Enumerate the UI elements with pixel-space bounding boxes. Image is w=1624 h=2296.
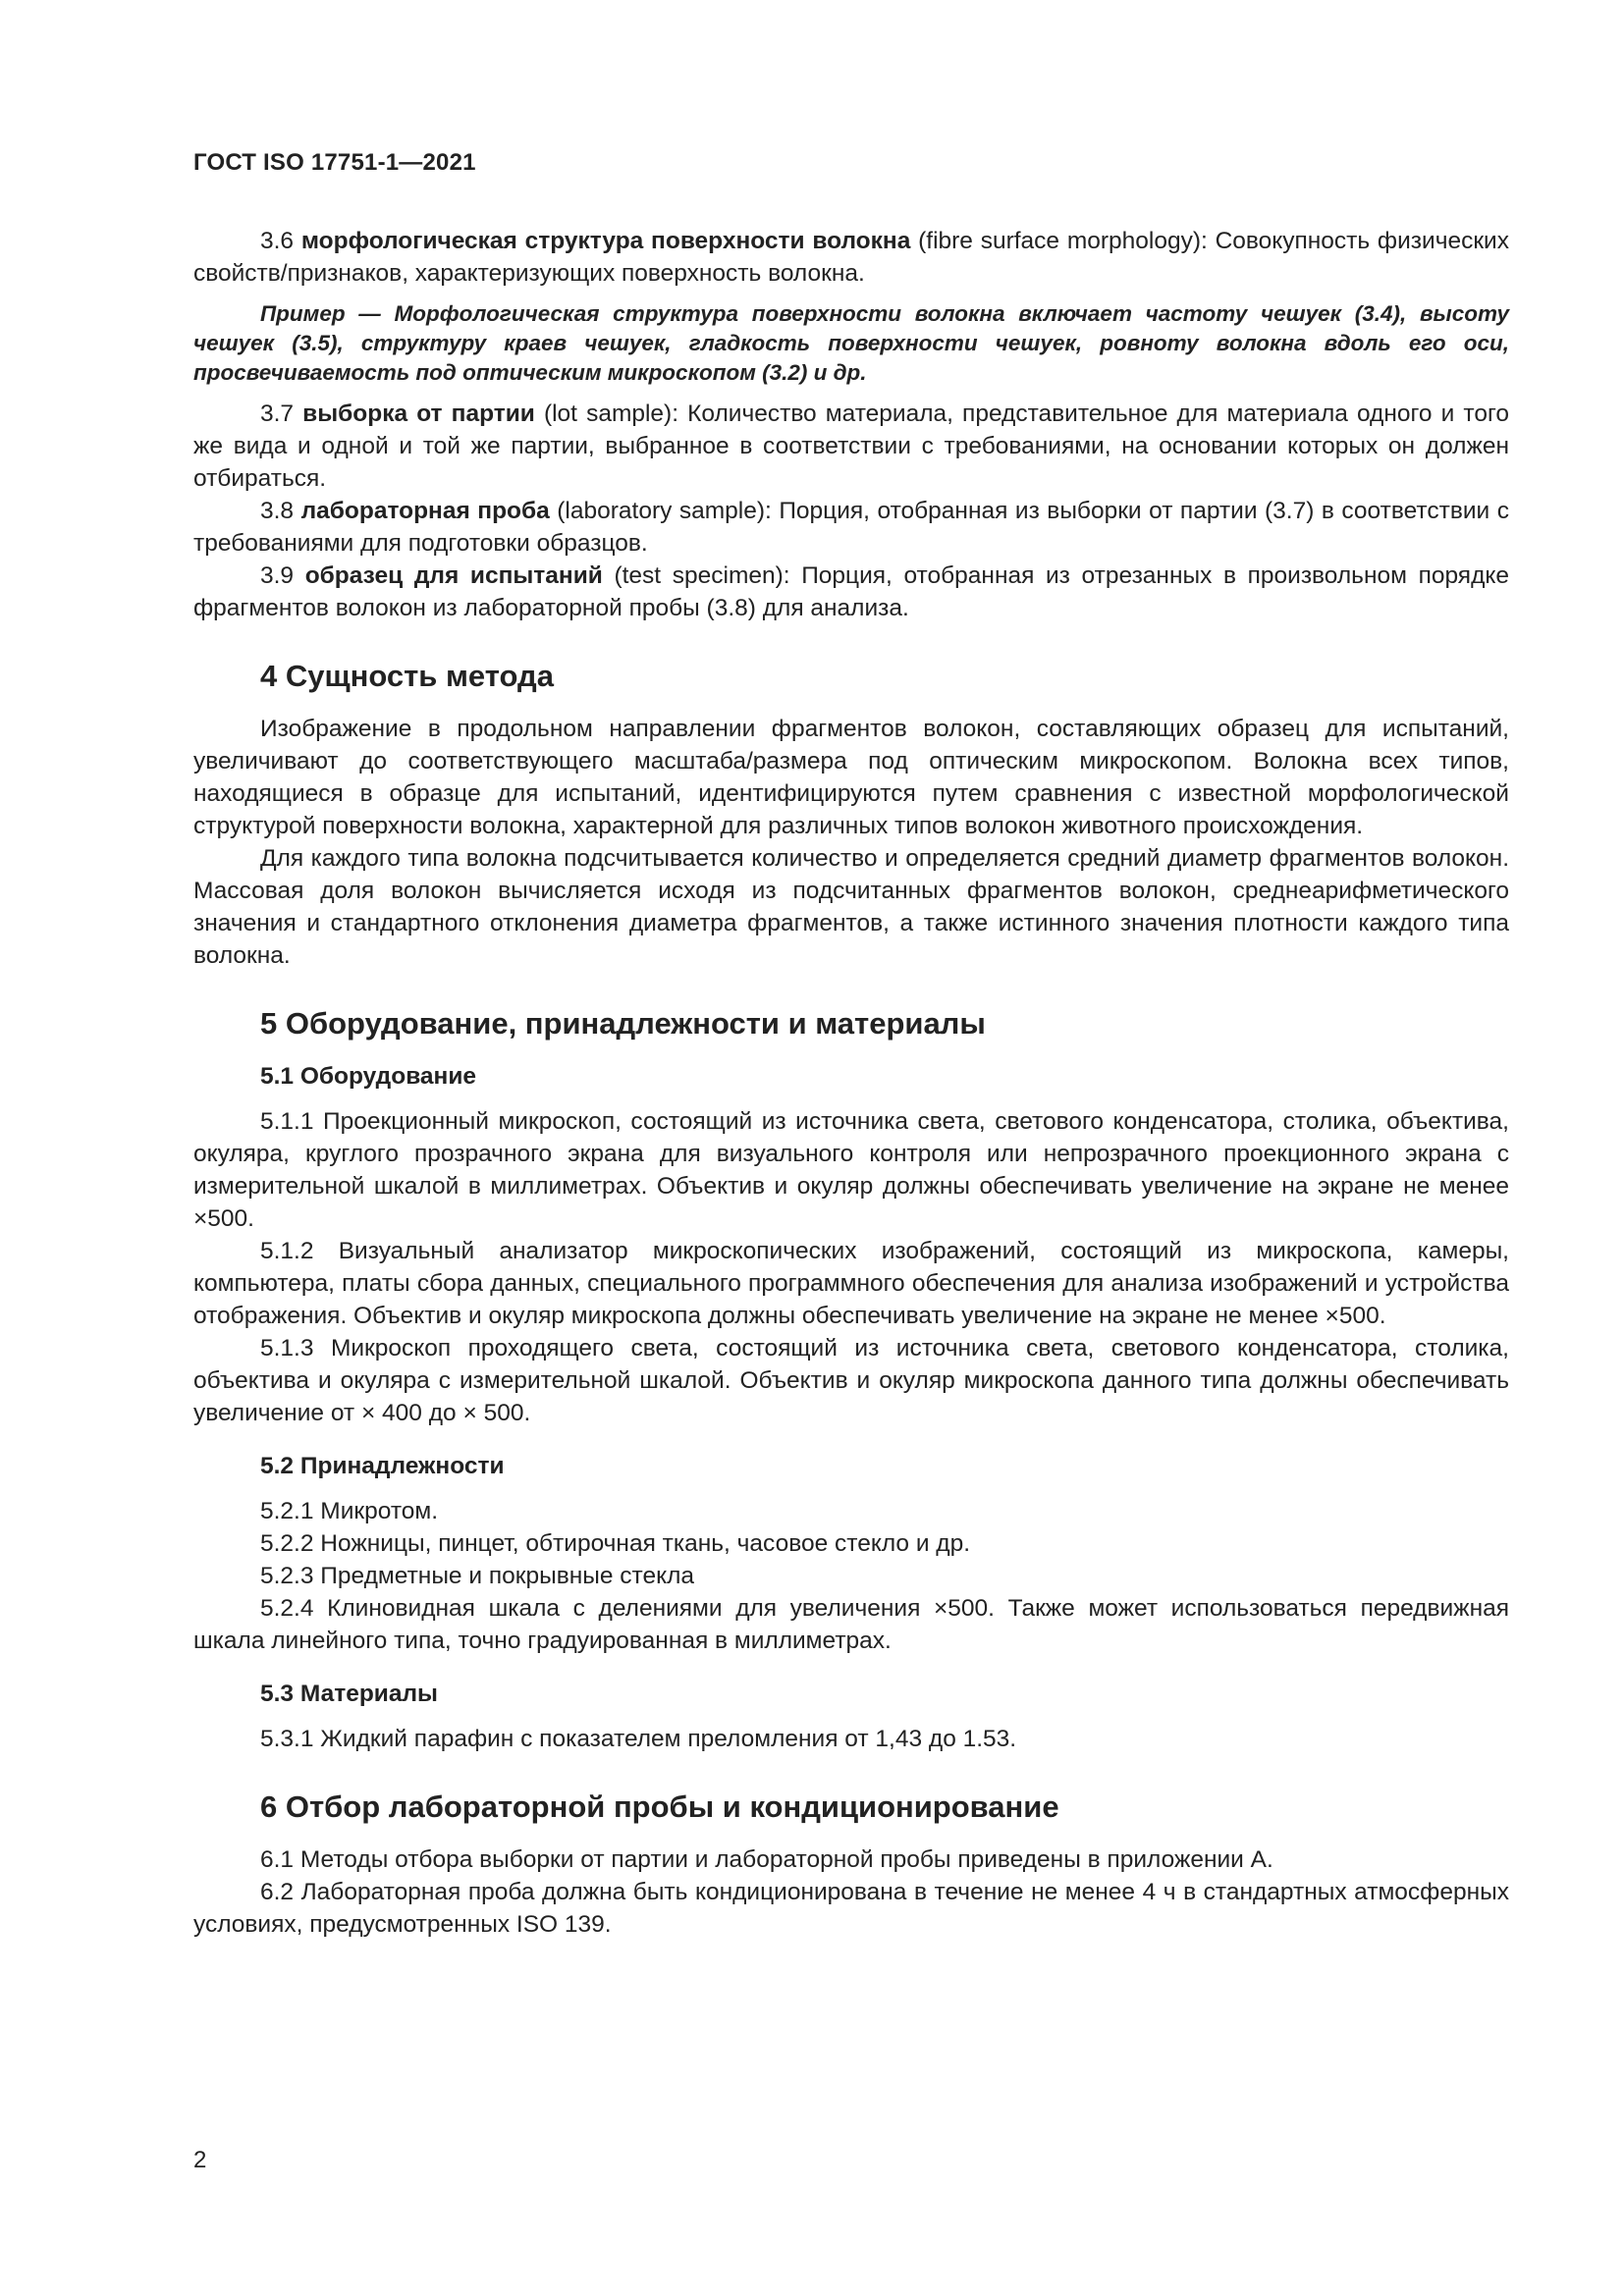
page-content bbox=[193, 225, 1509, 1941]
subsection-5-1-heading: 5.1 Оборудование bbox=[260, 1063, 477, 1090]
definition-text: (lot sample): Количество материала, представительное для материала одного и того же вида и одной и той же партии, выбранное в соответствии с требованиями, на основании которых он должен отбираться. bbox=[193, 400, 1509, 492]
paragraph: 6.1 Методы отбора выборки от партии и лабораторной пробы приведены в приложении А. bbox=[260, 1846, 1273, 1873]
paragraph: 5.1.3 Микроскоп проходящего света, состоящий из источника света, светового конденсатора, столика, объектива и окуляра с измерительной шкалой. Объектив и окуляр микроскопа данного типа должны обеспечивать увеличение от × 400 до × 500. bbox=[193, 1335, 1509, 1426]
clause-number: 3.6 bbox=[260, 228, 301, 254]
definition-3-9 bbox=[193, 560, 1509, 624]
definition-text: (test specimen): Порция, отобранная из отрезанных в произвольном порядке фрагментов волокон из лабораторной пробы (3.8) для анализа. bbox=[193, 562, 1509, 621]
definition-3-8 bbox=[193, 495, 1509, 560]
term: лабораторная проба bbox=[300, 498, 550, 524]
paragraph: 5.2.3 Предметные и покрывные стекла bbox=[260, 1563, 695, 1589]
term: выборка от партии bbox=[302, 400, 535, 427]
paragraph: 5.3.1 Жидкий парафин с показателем преломления от 1,43 до 1.53. bbox=[260, 1726, 1017, 1752]
subsection-5-2-heading: 5.2 Принадлежности bbox=[260, 1453, 505, 1479]
example-note: Пример — Морфологическая структура поверхности волокна включает частоту чешуек (3.4), высоту чешуек (3.5), структуру краев чешуек, гладкость поверхности чешуек, ровноту волокна вдоль его оси, просвечиваемость под оптическим микроскопом (3.2) и др. bbox=[193, 301, 1509, 385]
paragraph: 6.2 Лабораторная проба должна быть кондиционирована в течение не менее 4 ч в стандартных атмосферных условиях, предусмотренных ISO 139. bbox=[193, 1879, 1509, 1938]
paragraph: 5.2.4 Клиновидная шкала с делениями для увеличения ×500. Также может использоваться передвижная шкала линейного типа, точно градуированная в миллиметрах. bbox=[193, 1595, 1509, 1654]
page-number: 2 bbox=[193, 2147, 207, 2173]
paragraph: 5.2.2 Ножницы, пинцет, обтирочная ткань, часовое стекло и др. bbox=[260, 1530, 971, 1557]
paragraph: Изображение в продольном направлении фрагментов волокон, составляющих образец для испытаний, увеличивают до соответствующего масштаба/размера под оптическим микроскопом. Волокна всех типов, находящиеся в образце для испытаний, идентифицируются путем сравнения с известной морфологической структурой поверхности волокна, характерной для различных типов волокон животного происхождения. bbox=[193, 716, 1509, 839]
clause-number: 3.7 bbox=[260, 400, 303, 427]
running-header: ГОСТ ISO 17751-1—2021 bbox=[193, 149, 476, 176]
paragraph: 5.1.2 Визуальный анализатор микроскопических изображений, состоящий из микроскопа, камеры, компьютера, платы сбора данных, специального программного обеспечения для анализа изображений и устройства отображения. Объектив и окуляр микроскопа должны обеспечивать увеличение на экране не менее ×500. bbox=[193, 1238, 1509, 1329]
definition-3-6 bbox=[193, 225, 1509, 290]
paragraph: Для каждого типа волокна подсчитывается количество и определяется средний диаметр фрагментов волокон. Массовая доля волокон вычисляется исходя из подсчитанных фрагментов волокон, среднеарифметического значения и стандартного отклонения диаметра фрагментов, а также истинного значения плотности каждого типа волокна. bbox=[193, 845, 1509, 969]
clause-number: 3.8 bbox=[260, 498, 301, 524]
definition-text: (laboratory sample): Порция, отобранная из выборки от партии (3.7) в соответствии с требованиями для подготовки образцов. bbox=[193, 498, 1509, 557]
term: образец для испытаний bbox=[304, 562, 603, 589]
section-5-heading: 5 Оборудование, принадлежности и материалы bbox=[260, 1006, 986, 1041]
clause-number: 3.9 bbox=[260, 562, 305, 589]
definition-3-7 bbox=[193, 398, 1509, 495]
section-6-heading: 6 Отбор лабораторной пробы и кондиционирование bbox=[260, 1789, 1059, 1824]
definition-text: (fibre surface morphology): Совокупность физических свойств/признаков, характеризующих поверхность волокна. bbox=[193, 228, 1509, 287]
paragraph: 5.2.1 Микротом. bbox=[260, 1498, 439, 1524]
section-4-heading: 4 Сущность метода bbox=[260, 659, 554, 693]
term: морфологическая структура поверхности волокна bbox=[300, 228, 911, 254]
paragraph: 5.1.1 Проекционный микроскоп, состоящий из источника света, светового конденсатора, столика, объектива, окуляра, круглого прозрачного экрана для визуального контроля или непрозрачного проекционного экрана с измерительной шкалой в миллиметрах. Объектив и окуляр должны обеспечивать увеличение на экране не менее ×500. bbox=[193, 1108, 1509, 1232]
subsection-5-3-heading: 5.3 Материалы bbox=[260, 1681, 438, 1707]
